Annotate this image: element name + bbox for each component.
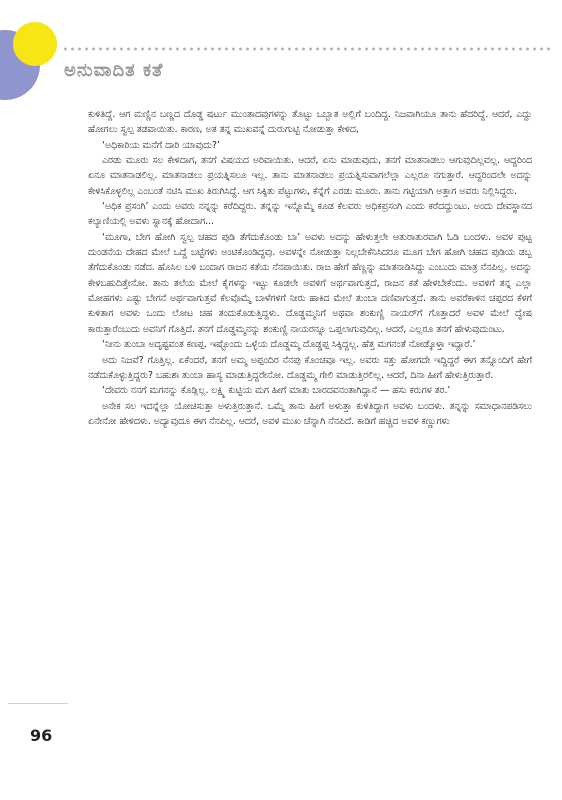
dotted-header-rule xyxy=(62,47,554,51)
paragraph: ಅನೇಕ ಸಲ ಇದನ್ನೆಲ್ಲಾ ಯೋಚಿಸುತ್ತಾ ಅಳುತ್ತಿರುತ್ತಾನೆ. ಒಮ್ಮೆ ತಾನು ಹೀಗೆ ಅಳುತ್ತಾ ಕುಳಿತಿದ್ದಾಗ ಅವಳು ಬಂದಳು. ತನ್ನನ್ನು ಸಮಾಧಾನಪಡಿಸಲು ಏನೇನೋ ಹೇಳಿದಳು. ಅದ್ಯಾವುದೂ ಈಗ ನೆನಪಿಲ್ಲ. ಆದರೆ, ಅವಳ ಮುಖ ಚೆನ್ನಾಗಿ ನೆನಪಿದೆ. ಕಾಡಿಗೆ ಹಚ್ಚಿದ ಅವಳ ಕಣ್ಣುಗಳು xyxy=(88,400,532,427)
paragraph: ಕುಳಿತಿದ್ದೆ. ಆಗ ಮಣ್ಣಿನ ಬಣ್ಣದ ದೊಡ್ಡ ಷರ್ಟು ಮುಂತಾದವುಗಳನ್ನು ತೊಟ್ಟು ಒಬ್ಬಾತ ಅಲ್ಲಿಗೆ ಬಂದಿದ್ದ. ನಿಜವಾಗಿಯೂ ತಾನು ಹೆದರಿದ್ದೆ. ಆದರೆ, ಎದ್ದು ಹೋಗಲು ಸ್ವಲ್ಪ ತಡವಾಯಿತು. ಕಾರಣ, ಅತ ತನ್ನ ಮುಖವನ್ನೆ ದುರುಗುಟ್ಟಿ ನೋಡುತ್ತಾ ಕೇಳಿದ, xyxy=(88,109,532,136)
paragraph: ‘ಅಧಿಕಾರಿಯ ಮನೆಗೆ ದಾರಿ ಯಾವುದು?’ xyxy=(102,139,220,151)
paragraph: ‘ಮೂಗಾ, ಬೇಗ ಹೋಗಿ ಸ್ವಲ್ಪ ಚಹದ ಪುಡಿ ತೆಗೆದುಕೊಂಡು ಬಾ’ ಅವಳು ಅದನ್ನು ಹೇಳುತ್ತಲೇ ಆತುರಾತುರವಾಗಿ ಓಡಿ ಬಂದಳು. ಅವಳ ಪುಟ್ಟ ದುಂಡನೆಯ ದೇಹದ ಮೇಲೆ ಒದ್ದೆ ಬಟ್ಟೆಗಳು ಅಂಟಿಕೊಂಡಿದ್ದವು. ಅವಳನ್ನೇ ನೋಡುತ್ತಾ ನಿಲ್ಲಬೇಕೆನಿಸಿದರೂ ಮೂಗ ಬೇಗ ಹೋಗಿ ಚಹದ ಪುಡಿಯ ಡಬ್ಬ ತೆಗೆದುಕೊಂಡು ನಡೆದ. ಹೊಸಿಲ ಬಳಿ ಬಂದಾಗ ರಾಜನ ಕತೆಯ ನೆನಪಾಯಿತು. ರಾಜ ಹೇಗೆ ಹೆಣ್ಣನ್ನು ಮಾತನಾಡಿಸಿದ್ದು ಎಂಬುದು ಮಾತ್ರ ನೆನಪಿಲ್ಲ. ಅದನ್ನು ಕೇಳಬಹುದಿತ್ತೇನೋ. ತಾನು ತಲೆಯ ಮೇಲೆ ಕೈಗಳನ್ನು ಇಟ್ಟು ಕೂಡಲೇ ಅವಳಿಗೆ ಅರ್ಥವಾಗುತ್ತದೆ, ರಾಜನ ಕತೆ ಹೇಳಬೇಕೆಂದು. ಅವಳಿಗೆ ತನ್ನ ಎಲ್ಲಾ ಮೋಹಗಳು ಎಷ್ಟು ಬೇಗನೆ ಅರ್ಥವಾಗುತ್ತವೆ ಕೆಲವೊಮ್ಮೆ ಬಾಳೆಗಳಿಗೆ ನೀರು ಹಾಕಿದ ಮೇಲೆ ತುಂಬಾ ದಣಿವಾಗುತ್ತದೆ. ತಾನು ಅವರೆಕಾಳಿನ ಚಪ್ಪರದ ಕೆಳಗೆ ಕುಳಿತಾಗ ಅವಳು ಒಂದು ಲೋಟ ಚಹ ತಂದುಕೊಡುತ್ತಿದ್ದಳು. ದೊಡ್ಡಮ್ಮನಿಗೆ ಅಥವಾ ಶಂಕುಣ್ಣಿ ನಾಯರ್‌ಗೆ ಗೊತ್ತಾದರೆ ಅವಳ ಮೇಲೆ ದ್ವೇಷ ಕಾರುತ್ತಾರೆಂಬುದು ಅವನಿಗೆ ಗೊತ್ತಿದೆ. ತನಗೆ ದೊಡ್ಡಮ್ಮನನ್ನು ಶಂಕುಣ್ಣಿ ನಾಯರನ್ನೂ ಒಪ್ಪಲಾಗುವುದಿಲ್ಲ. ಆದರೆ, ಎಲ್ಲರೂ ತನಗೆ ಹೇಳುವುದುಂಟು. xyxy=(88,231,532,335)
decorative-yellow-circle xyxy=(13,22,57,66)
paragraph: ‘ನೀನು ತುಂಬಾ ಅದೃಷ್ಟವಂತ ಕಣಪ್ಪ. ಇಷ್ಟೊಂದು ಒಳ್ಳೆಯ ದೊಡ್ಡಮ್ಮ ದೊಡ್ಡಪ್ಪ ಸಿಕ್ಕಿದ್ದಲ್ಲ. ಹೆತ್ತ ಮಗನಂತೆ ನೋಡ್ಕೊಳ್ತಾ ಇದ್ದಾರೆ.’ xyxy=(102,339,476,351)
page-number-rule xyxy=(8,703,68,704)
section-title: ಅನುವಾದಿತ ಕತೆ xyxy=(64,60,164,81)
paragraph: ಅದು ನಿಜವೆ? ಗೊತ್ತಿಲ್ಲ. ಏಕೆಂದರೆ, ತನಗೆ ಅಮ್ಮ ಅಪ್ಪಂದಿರ ನೆನಪು ಕೊಂಚವೂ ಇಲ್ಲ. ಅವರು ಸತ್ತು ಹೋಗದೇ ಇದ್ದಿದ್ದರೆ ಈಗ ತನ್ನೊಂದಿಗೆ ಹೇಗೆ ನಡೆದುಕೊಳ್ಳುತ್ತಿದ್ದರು? ಬಹುಶಃ ತುಂಬಾ ಹಾಸ್ಯ ಮಾಡುತ್ತಿದ್ದರೇನೋ. ದೊಡ್ಡಮ್ಮ ಗೇಲಿ ಮಾಡುತ್ತಿರಲಿಲ್ಲ. ಆದರೆ, ದಿನಾ ಹೀಗೆ ಹೇಳುತ್ತಿರುತ್ತಾರೆ. xyxy=(88,354,532,381)
story-body xyxy=(88,107,532,429)
paragraph: ‘ದೇವರು ನನಗೆ ಮಗನನ್ನು ಕೊಡ್ಲಿಲ್ಲ. ಲಕ್ಷ್ಮಿ ಕುಟ್ಟಿಯ ಮಗ ಹೀಗೆ ಮಾತು ಬಾರದವನಂತಾಗಿದ್ದಾನೆ — ಹಸು ಕರುಗಳ ತರ.’ xyxy=(102,385,451,397)
page-number: 96 xyxy=(30,726,53,745)
paragraph: ಎರಡು ಮೂರು ಸಲ ಕೇಳಿದಾಗ, ತನಗೆ ವಿಷಯದ ಅರಿವಾಯಿತು. ಆದರೆ, ಏನು ಮಾಡುವುದು, ತನಗೆ ಮಾತನಾಡಲು ಆಗುವುದಿಲ್ಲವಲ್ಲ. ಆದ್ದರಿಂದ ಏನೂ ಮಾತನಾಡಲಿಲ್ಲ. ಮಾತನಾಡಲು ಪ್ರಯತ್ನಿಸಲೂ ಇಲ್ಲ. ತಾನು ಮಾತನಾಡಲು ಪ್ರಯತ್ನಿಸುವಾಗಲೆಲ್ಲಾ ಎಲ್ಲರೂ ನಗುತ್ತಾರೆ. ಆದ್ದರಿಂದಲೇ ಅದನ್ನು ಕೇಳಿಸಿಕೊಳ್ಳಲಿಲ್ಲ ಎಂಬಂತೆ ನಟಿಸಿ ಮುಖ ತಿರುಗಿಸಿದ್ದೆ. ಆಗ ಸಿಕ್ಕಿತು ಪೆಟ್ಟುಗಳು, ಕೆನ್ನೆಗೆ ಎರಡು ಮೂರು. ತಾನು ಗಟ್ಟಿಯಾಗಿ ಅತ್ತಾಗ ಅವರು ನಿಲ್ಲಿಸಿದ್ದರು. xyxy=(88,155,532,197)
paragraph: ‘ಅಧಿಕ ಪ್ರಸಂಗಿ’ ಎಂದು ಅವರು ನನ್ನನ್ನು ಕರೆದಿದ್ದರು. ತನ್ನನ್ನು ಇನ್ನೊಮ್ಮೆ ಕೂಡ ಕೆಲವರು ಅಧಿಕಪ್ರಸಂಗಿ ಎಂದು ಕರೆದದ್ದುಂಟು. ಅಂದು ದೇವಸ್ಥಾನದ ಕಲ್ಯಾಣಿಯಲ್ಲಿ ಅವಳು ಸ್ನಾನಕ್ಕೆ ಹೋದಾಗ... xyxy=(88,201,532,228)
